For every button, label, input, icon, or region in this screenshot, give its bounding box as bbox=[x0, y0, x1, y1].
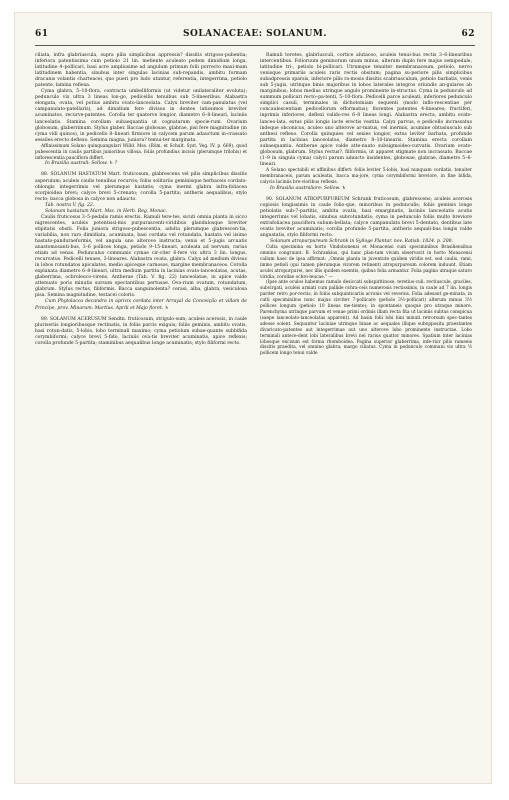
book-page bbox=[14, 12, 492, 784]
left-column bbox=[35, 53, 247, 347]
plate-reference: Tab. nostra V. fig. 22. bbox=[45, 202, 95, 208]
species-90-synonym: Solanum atropurpureum Schrank in Sylloge Plantar. nov. Ratisb. 1824. p. 200. bbox=[270, 238, 454, 244]
species-89-diagnosis: 89. SOLANUM ACERUSUM Sendtn. fruticosum, strigulo-sum; aculeis acerosis, in caule pluriseriis longioribusque rectinatis, in foliis parcis exiguis; foliis geminis, ambitu ovatis, basi rotun-datis, 5-lobis, lobo terminali maximo; cyma petiolum subae-quante subbifida corymbiformi; calyce brevi 5-fido, laciniis ova-tis breviter acuminatis, apice reflexis; corolla profunde 5-partita; staminibus aequalibus longe acuminatis; stylo filiformi recto. bbox=[35, 316, 247, 346]
species-88-habitat: Cum Phytolacca decandra in apricis cordata inter Arrayal da Conceição et villam de Principe, prov. Minarum: Martius. Aprili et Majo floret. ♄ bbox=[35, 299, 247, 311]
species-90-diagnosis: 90. SOLANUM ATROPURPUREUM Schrank fruticosum, glabrescens; aculeis acerosis copiosis longissimis in caule folio-que, minoribus in pedunculis; foliis geminis longe petiolatis sub-7-partitis, ambitu ovatis, basi emarginatis, laciniis lanceolatis acutis integerrimis vel lobatis, sinubus subrotundatis; cyma in pedunculo foliis multo breviore extrafoliacea pauciflora subum-bellata; calyce campanulato brevi 5-dentato, dentibus late ovatis breviter acuminatis; corolla profunde 5-partita, antheris aequali-bus longis valde angustatis, stylo filiformi recto. bbox=[260, 196, 472, 238]
species-90-cultivation-note: Culta specimina ex horto Vindobonensi et Monacensi cum speciminibus Brasiliensibus omnino congruunt. B. Schrankius, qui hanc plan-tam vivam observavit in horto Monacensi callum haec de ipsa affirmat: „Omnis planta in juventute quidem viridis est, sed caulis, rami, immo petioli (qui tamen plerumque virorem retinent) atropurpureum colorem induunt. Etiam aculei atropurpurei, nec illis quidem exemtis, quibus folia armantur. Folia pagina utraque saturo viridia; corollae ochro-leucae.“ — bbox=[260, 245, 472, 280]
header-rule bbox=[35, 45, 475, 46]
locality-line: In Brasilia australi: Sellow. ♄ ? bbox=[45, 161, 118, 167]
page-number-left: 61 bbox=[35, 29, 49, 39]
species-89-description: Ramuli teretes, glabriusculi, cortice alutaceo, aculeis tenui-bus rectis 3–6-linearibus intercentibus. Folioruum geminorum unum minus, alterum duplo fere majus semipedale, latitudine tri-, petiolo bi-pollicari. Utrumque tenuiter membranaceum, petiolo, nervo venisque primariis aculeis raris rectis obsitum; pagina su-periore pilis simplicibus subadpressis sparsis, inferiore pilis ra-mosis dissitis scabriusculum, petiolo barbatis, venis sub 5-jugis, utrinque binis majoribus in lobos laterales integros oriundis an-gulares ab marginibus; lobus medius utrinque angulo prominente in-structus. Cyma in pedunculo ad summum pollicari recto–pa-tenti, 5–10-flora. Pedicelli parce aculeati, inferiores pedunculo simplici casuli, terminales in dichotomiam sequenti (modo inflo-rescentiae per concaulescentiam pedicellorum efformatus); florentes patentes 4-lineares; fructiferi, inprimis inferiores, deflexi valido-res 6–8 lineas longi. Alabastra erecta, ambitu ovato-lanceo-lata, extus pilis longis lacte erectis vestita. Calyx parvus, e pedicello incrassatus indeque obconicus, aculeo uno alterove ar-matus, vel inermis, acumine obtusiusculo sub anthesi reflexo. Corolla quinquies vel sexies longior, extus leviter barbata, profunde partita in lacinias lanceolatas, diametro 8–10-linearis. Stamina erecta corollam subaequantia. Antherae apice valde atte-nuato subsigmoideo-curvatis. Ovarium ovato-globosum, glabrum. Stylus rectus?, filiformis, ut apparet stigmate non incrassato. Baccae (1–9 in singula cyma) calyci parum adaucto insidentes, globosae, glabrae, diametro 5–6-lineari. bbox=[260, 53, 472, 167]
paragraph-affinity-note: Affinissimum Solano quinquangulari Willd. Mss. (Röm. et Schult. Syst. Veg. IV. p. 669), quod pubescentia in caulis partibus junioribus villosa, foliis profundius incisis (plerumque trilobis) et inflorescentia pauciflora differt. bbox=[35, 143, 247, 161]
synonym-line: Solanum hastatum Mart. Msc. in Herb. Reg. Monac. bbox=[45, 208, 167, 214]
page-header bbox=[35, 29, 475, 43]
paragraph-continuation: ciliata, infra glabriuscula, supra pilis simplicibus appressis? dissitis strigoso-pubentia; inferiora patentissima cum petiolo 21 lin. metiente aculeato pedem dimidium longa, latitudine 4–pollicari, basi acre ampliusime ad angulum primum folii porrecto maxi-mam latitudinem habentia, sinubus inter singulas lacinias sub-repandis, ambitu formam dracunis volantis charteacei, quo pueri pro ludo utuntur, referentia, integerrima, petiolo patente, lamina reflexa. bbox=[35, 53, 247, 89]
species-89-locality: In Brasilia australiore: Sellow. ♄ bbox=[270, 185, 346, 191]
page-number-right: 62 bbox=[461, 29, 475, 39]
running-title: SOLANACEAE: SOLANUM. bbox=[182, 29, 327, 39]
right-column bbox=[260, 53, 472, 357]
species-88-description: Caulis fruticosus 3–5-pedalis ramis erectis. Ramuli tere-tes, sicuti omnia planta in sicco nigrescentes, aculeis potentissi-mis purpurascenti-viridibus glandulosque breviter stipitatis obsiti. Folia juniora strigoso-pubescentia, adulta plerumque glabrescen-tia, variabilia, non raro dimidiata, acuminata, basi cordata vel rotundata, hastata vel iisimo hastato-panduraeformis, vel angula uno alterove instructa; venis et 5–jugis arcuatis anastomosanti-bus, 3–6 pollices longa, petiolo 9–15-lineari, aculeata ad nervum, rarius etiam ad venas. Pedunculus communis cymae cir-citer 6-fere vix ultra 3 lin. longus, recurvatus. Pedicelli tenues, 3-lineares. Alabastra ovata, glabra. Calyx ad medium divisus in lobos rotundatos apiculatos, medio apiceque carnosos, margine membranaceos. Corolla explanata diametro 6–8-lineari, ultra medium partita in lacinias ovato-lanceolatas, acutas, glaberrima, ochroleuco-virens. Antherae (Tab. V. fig. 22) lanceolatae, in apice valde attenuato poris minutis sursum spectantibus pertusae. Ova-rium ovatum, rotundatum, glabrum. Stylus rectus, filiformis. Bacca sanguinolenta? cerasi, alba, glabra, vesiculosa pisa. Semina magnitudine, testacei coloris. bbox=[35, 214, 247, 299]
paragraph-cyma-description: Cyma glabra, 5–10-flora, contracta umbelliformis (ut videtur unilateraliter evoluta); pedunculo vix ultra 3 lineas lon-go, pedicellis tenuibus sub 5-lineeribus. Alabastra elongata, ovata, vel potius ambitu ovato-lanceolata. Calyx breviter cam-panulatus (vel campanulato-patellaris), ad dimidium fere divisus in dentes latissimos breviter acuminatos, recurve-patentes. Corolla ter quaterve longior, diametro 6–8-lineari, laciniis lanceolatis. Stamina corollam subaequantia ut cognatarum specie-rum. Ovarium globosum, glaberrimum. Stylus glaber. Baccae globosae, glabrae, pisi fere magnitudine (in cyma vidi quinos), in pedicello 8–lineari firmiore in calycem parum adauctum in-crassato sessiles erecto deflexo. Semina magna, juniora? temui-ter marginata. bbox=[35, 89, 247, 143]
species-89-affinity-note: A Solano spectabili et affinibus differt: foliis leviter 5-lobis, basi nunquam cordatis, tenuiter membranaceis, parum aculeatis, bacca ma-jore, cyma corymbiformi breviore, in fine bifida, calycis laciniis bre-vioribus reflexis. bbox=[260, 167, 472, 185]
species-88-diagnosis: 88. SOLANUM HASTATUM Mart. fruticosum, glabrescens vel pilis simplicibus dissitis asperulum; aculeis caulis tenuibus recurvis; foliis solitariis geminisque herbaceis cordato-oblongis integerrimis vel plerumque hastatis; cyma inermi glabra infra-foliacea scorpioidea brevi; calyce brevi 5-crenato; corolla 5-partita; antheris aequalibus; stylo recto; bacca globosa in calyce non adaucto. bbox=[35, 172, 247, 202]
species-90-description: (Ipse ante oculos habemus ramulo desiccati subspiritinose, teretius-culi, rectiuscule, graciles, subvirgati, aculeis armati cum pallide ochra-ceis numerosis rectissimis, in caule ad 7 lin. longis pariter retro por-rectis, in foliis subquinticariis acronis vel reversis. Folia adesant ge-minata, in culti speciminibus nunc majus circiter 7-pollicare (petiolo 3½-pollicari) alterum minus 3½ pollices longum (petiolo 10 lineas me-tiente); in spontaneis quoque pro utraque minore. Parenchyma utrinque parvum et venae primi ordinis illam recta fita ut laciniis subtus conspicua (saepe lanceolato-lanceolatas apparent). Ad basin folii lobi bini minuti retrorsum spec-tantes adesse solent. Sequuntur laciniae utrinque binae ac aequales illique subopposita praestantes divaricato-patentes aut integerrimae aut uno alterove lobo prominente instructae. Lobo terminali antece-dent lobi lateralibus brevi nel rarius quattor minores. Spatium inter lacinias lobosque excisum est forma rhomboidea. Pagina superior glaberrima, infe-rior pilis rameeis dissitis praedita, vel omnino glabra; margo ciliatus. Cyma in pedunculo communi vix ultra ½ pollicem longo tenui valde bbox=[260, 280, 472, 357]
